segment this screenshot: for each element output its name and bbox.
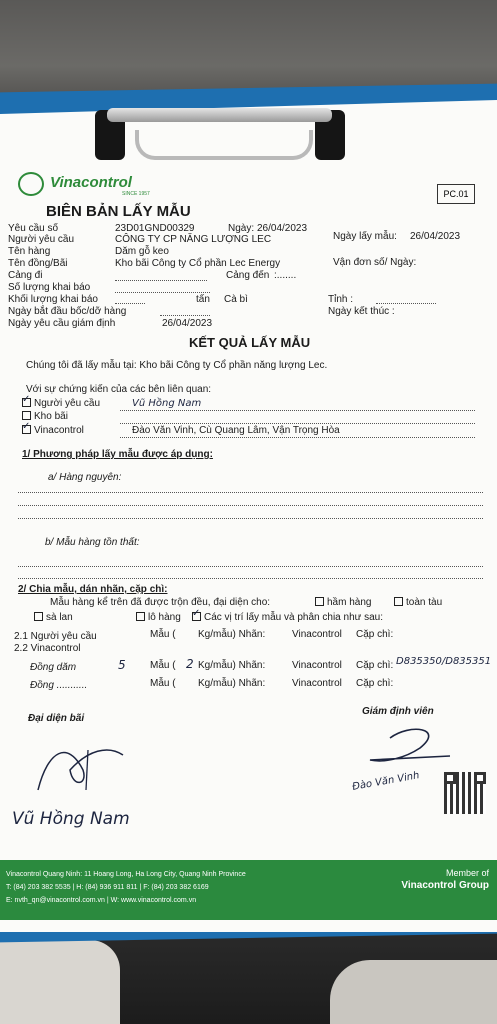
checkbox-lot bbox=[136, 612, 145, 621]
port-to-dots: :....... bbox=[274, 270, 297, 281]
checkbox-barge bbox=[34, 612, 43, 621]
request-no-value: 23D01GND00329 bbox=[115, 223, 195, 234]
right-signer-name: Đào Văn Vinh bbox=[351, 770, 421, 793]
goods-label: Tên hàng bbox=[8, 246, 51, 257]
port-from-label: Cảng đi bbox=[8, 270, 43, 281]
row-dam-label: Đồng dăm bbox=[30, 662, 77, 673]
witness-vinacontrol-label: Vinacontrol bbox=[34, 425, 84, 436]
clip-wire bbox=[135, 130, 313, 160]
requester-value: CÔNG TY CP NĂNG LƯỢNG LEC bbox=[115, 234, 272, 245]
footer-address: Vinacontrol Quang Ninh: 11 Hoang Long, Ha Long City, Quang Ninh Province bbox=[6, 871, 246, 878]
weight-unit: tấn bbox=[196, 294, 210, 305]
qty-label: Số lượng khai báo bbox=[8, 282, 91, 293]
requester-label: Người yêu cầu bbox=[8, 234, 75, 245]
option-ship bbox=[394, 597, 442, 609]
row21-label: 2.1 Người yêu cầu bbox=[14, 631, 97, 642]
row-dam-sample: Mẫu ( bbox=[150, 660, 176, 671]
row-dam-brand: Vinacontrol bbox=[292, 660, 342, 671]
row-dong-sample: Mẫu ( bbox=[150, 678, 176, 689]
witness-line bbox=[120, 423, 475, 424]
footer-bar bbox=[0, 860, 497, 920]
witness-vinacontrol bbox=[22, 425, 84, 437]
weight-label: Khối lượng khai báo bbox=[8, 294, 98, 305]
date-label: Ngày: bbox=[228, 223, 255, 234]
inspect-request-date: 26/04/2023 bbox=[162, 318, 213, 329]
document-title: BIÊN BẢN LẤY MẪU bbox=[46, 203, 191, 220]
row-dam-seal-label: Cặp chì: bbox=[356, 660, 394, 671]
row-dong-brand: Vinacontrol bbox=[292, 678, 342, 689]
row21-kg: Kg/mẫu) Nhãn: bbox=[198, 629, 266, 640]
section1-title: 1/ Phương pháp lấy mẫu được áp dụng: bbox=[22, 449, 213, 460]
option-ship-label: toàn tàu bbox=[406, 597, 443, 608]
province-field bbox=[376, 303, 436, 304]
clipboard-clip bbox=[95, 100, 345, 170]
section1-a: a/ Hàng nguyên: bbox=[48, 472, 122, 483]
weight-field bbox=[115, 303, 145, 304]
row-dong-seal: Cặp chì: bbox=[356, 678, 394, 689]
row21-brand: Vinacontrol bbox=[292, 629, 342, 640]
row21-sample: Mẫu ( bbox=[150, 629, 176, 640]
goods-value: Dăm gỗ keo bbox=[115, 246, 169, 257]
section2-title: 2/ Chia mẫu, dán nhãn, cặp chì: bbox=[18, 584, 168, 595]
witness-vinacontrol-names: Đào Văn Vinh, Cù Quang Lâm, Vận Trọng Hòa bbox=[132, 425, 340, 436]
row21-seal: Cặp chì: bbox=[356, 629, 394, 640]
witness-line bbox=[120, 437, 475, 438]
row-dong-kg: Kg/mẫu) Nhãn: bbox=[198, 678, 266, 689]
form-code: PC.01 bbox=[437, 184, 475, 204]
logo-since: SINCE 1957 bbox=[122, 191, 150, 197]
row22-label: 2.2 Vinacontrol bbox=[14, 643, 81, 654]
blank-line bbox=[18, 492, 483, 493]
checkbox-requester bbox=[22, 398, 31, 407]
blank-line bbox=[18, 578, 483, 579]
footer-phone: T: (84) 203 382 5535 | H: (84) 936 911 811 | F: (84) 203 382 6169 bbox=[6, 884, 209, 891]
clip-bar bbox=[107, 108, 332, 122]
qty-field bbox=[115, 292, 210, 293]
blank-line bbox=[18, 566, 483, 567]
checkbox-positions bbox=[192, 612, 201, 621]
weight-basis: Cà bì bbox=[224, 294, 248, 305]
row-dam-kg-value: 2 bbox=[186, 657, 194, 671]
sampling-place: Chúng tôi đã lấy mẫu tại: Kho bãi Công ty Cổ phần năng lượng Lec. bbox=[26, 360, 328, 371]
witness-warehouse-label: Kho bãi bbox=[34, 411, 68, 422]
end-date-label: Ngày kết thúc : bbox=[328, 306, 395, 317]
background-cloth bbox=[0, 940, 120, 1024]
left-signature bbox=[28, 730, 138, 800]
checkbox-hold bbox=[315, 597, 324, 606]
right-signature bbox=[350, 718, 460, 778]
result-title: KẾT QUẢ LẤY MẪU bbox=[189, 335, 311, 350]
option-barge-label: sà lan bbox=[46, 612, 73, 623]
checkbox-warehouse bbox=[22, 411, 31, 420]
bl-label: Vận đơn số/ Ngày: bbox=[333, 257, 417, 268]
footer-group: Vinacontrol Group bbox=[401, 880, 489, 891]
scale-icon bbox=[18, 172, 44, 196]
witness-intro: Với sự chứng kiến của các bên liên quan: bbox=[26, 384, 212, 395]
left-sign-title: Đại diện bãi bbox=[28, 713, 85, 724]
sampling-date-label: Ngày lấy mẫu: bbox=[333, 231, 397, 242]
blank-line bbox=[18, 505, 483, 506]
option-lot bbox=[136, 612, 181, 624]
start-date-field bbox=[160, 315, 210, 316]
qr-code bbox=[444, 772, 486, 814]
footer-email: E: nvth_qn@vinacontrol.com.vn | W: www.vinacontrol.com.vn bbox=[6, 897, 197, 904]
port-to-label: Cảng đến bbox=[226, 270, 270, 281]
port-from-field bbox=[115, 280, 207, 281]
option-barge bbox=[34, 612, 73, 624]
witness-requester-name: Vũ Hồng Nam bbox=[132, 398, 202, 409]
checkbox-ship bbox=[394, 597, 403, 606]
witness-requester-label: Người yêu cầu bbox=[34, 398, 101, 409]
vessel-value: Kho bãi Công ty Cổ phần Lec Energy bbox=[115, 258, 281, 269]
row-dam-count: 5 bbox=[118, 658, 126, 672]
sampling-date-value: 26/04/2023 bbox=[410, 231, 461, 242]
inspect-request-label: Ngày yêu cầu giám định bbox=[8, 318, 116, 329]
row-dong-label: Đồng ........... bbox=[30, 680, 88, 691]
section1-b: b/ Mẫu hàng tồn thất: bbox=[45, 537, 140, 548]
vessel-label: Tên đồng/Bãi bbox=[8, 258, 68, 269]
request-no-label: Yêu cầu số bbox=[8, 223, 59, 234]
option-hold bbox=[315, 597, 371, 609]
section2-line2 bbox=[192, 612, 383, 624]
date-value: 26/04/2023 bbox=[257, 223, 308, 234]
vinacontrol-logo bbox=[18, 172, 158, 198]
row-dam-kg: Kg/mẫu) Nhãn: bbox=[198, 660, 266, 671]
left-signer-name: Vũ Hồng Nam bbox=[12, 809, 130, 829]
row-dam-seal-value: D835350/D835351 bbox=[396, 656, 492, 667]
footer-member: Member of bbox=[445, 868, 489, 878]
witness-requester bbox=[22, 398, 100, 410]
logo-name: Vinacontrol bbox=[50, 174, 132, 191]
checkbox-vinacontrol bbox=[22, 425, 31, 434]
witness-line bbox=[120, 410, 475, 411]
right-sign-title: Giám định viên bbox=[362, 706, 434, 717]
option-lot-label: lô hàng bbox=[148, 612, 181, 623]
start-date-label: Ngày bắt đầu bốc/dỡ hàng bbox=[8, 306, 127, 317]
section2-line1: Mẫu hàng kể trên đã được trộn đều, đại diện cho: bbox=[50, 597, 271, 608]
option-hold-label: hầm hàng bbox=[327, 597, 372, 608]
province-label: Tỉnh : bbox=[328, 294, 354, 305]
background-cloth bbox=[330, 960, 497, 1024]
blank-line bbox=[18, 518, 483, 519]
section2-line2-text: Các vị trí lấy mẫu và phân chia như sau: bbox=[204, 612, 384, 623]
